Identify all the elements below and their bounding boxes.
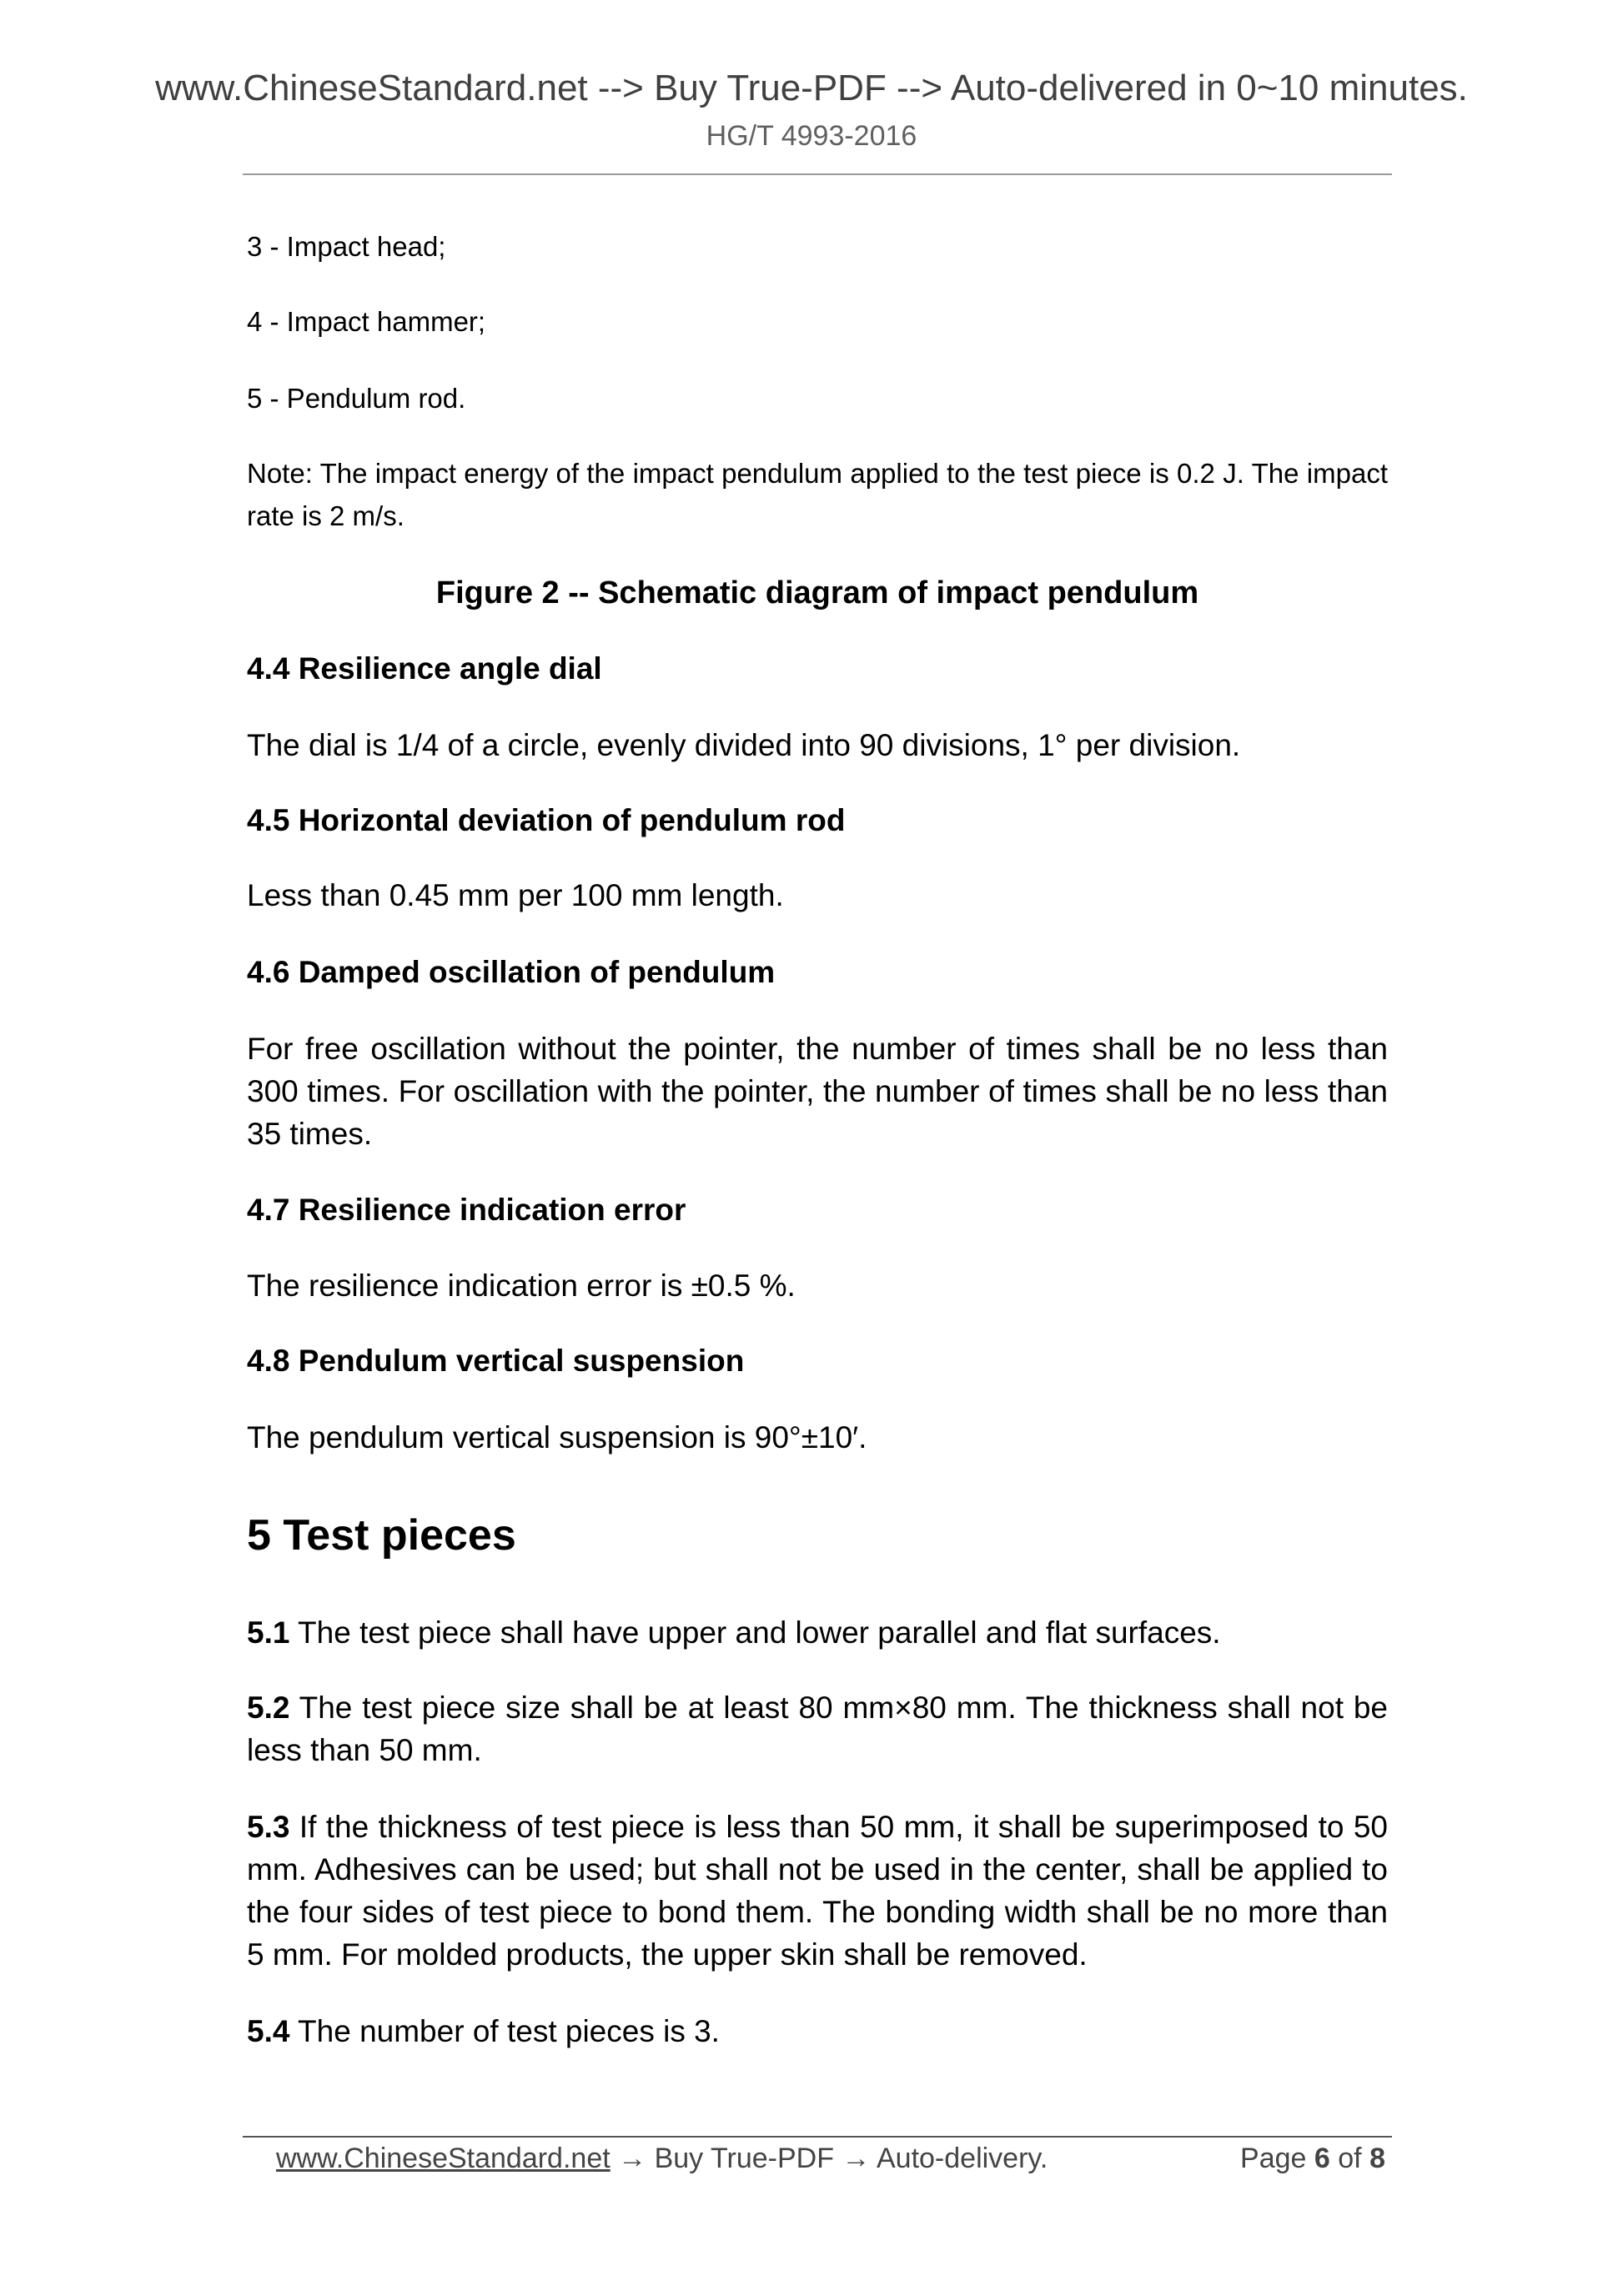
standard-number: HG/T 4993-2016 [706,120,917,152]
section-heading: 4.4 Resilience angle dial [247,651,602,686]
section-text: The dial is 1/4 of a circle, evenly divided into 90 divisions, 1° per division. [247,728,1241,762]
section-text: The resilience indication error is ±0.5 %. [247,1269,796,1303]
section-text: The pendulum vertical suspension is 90°±10′. [247,1420,867,1454]
section-heading: 4.6 Damped oscillation of pendulum [247,955,776,989]
section-heading: 4.8 Pendulum vertical suspension [247,1344,745,1378]
page-label: Page [1240,2143,1314,2174]
legend-item: 4 - Impact hammer; [247,306,486,337]
clause-text: The test piece shall have upper and lower parallel and flat surfaces. [289,1615,1221,1650]
section-text: Less than 0.45 mm per 100 mm length. [247,878,784,912]
page-total: 8 [1369,2143,1385,2174]
section-heading: 4.7 Resilience indication error [247,1193,686,1227]
chapter-heading: 5 Test pieces [247,1511,516,1560]
section-heading: 4.5 Horizontal deviation of pendulum rod [247,803,846,837]
figure-caption: Figure 2 -- Schematic diagram of impact pendulum [435,575,1199,610]
clause-5-2 [247,1686,1388,1771]
clause-5-1 [247,1611,1388,1654]
clause-text: The number of test pieces is 3. [289,2014,720,2048]
of-label: of [1329,2143,1370,2174]
clause-text: If the thickness of test piece is less than 50 mm, it shall be superimposed to 50 mm. Adhesives can be used; but shall not be used in the center, shall be applied to the four sides of test piece to bond them. The bonding width shall be no more than 5 mm. For molded products, the upper skin shall be removed. [247,1810,1388,1972]
clause-number: 5.1 [247,1615,290,1650]
footer-link[interactable]: www.ChineseStandard.net [276,2143,611,2174]
page-indicator [1240,2140,1385,2177]
clause-5-3 [247,1806,1388,1976]
section-text: For free oscillation without the pointer, the number of times shall be no less than 300 times. For oscillation with the pointer, the number of times shall be no less than 35 times. [247,1032,1388,1151]
figure-note: Note: The impact energy of the impact pendulum applied to the test piece is 0.2 J. The impact rate is 2 m/s. [247,458,1388,531]
legend-item: 3 - Impact head; [247,231,446,262]
legend-item: 5 - Pendulum rod. [247,383,466,414]
footer [276,2140,1385,2177]
clause-number: 5.4 [247,2014,290,2048]
footer-divider [243,2136,1392,2138]
clause-text: The test piece size shall be at least 80 mm×80 mm. The thickness shall not be less than 50 mm. [247,1691,1388,1767]
clause-number: 5.2 [247,1691,290,1725]
clause-5-4 [247,2010,1388,2052]
footer-text: → Buy True-PDF → Auto-delivery. [610,2143,1048,2174]
header-divider [243,173,1392,175]
page-number: 6 [1314,2143,1330,2174]
clause-number: 5.3 [247,1810,290,1844]
header-banner: www.ChineseStandard.net --> Buy True-PDF --> Auto-delivered in 0~10 minutes. [155,68,1468,108]
